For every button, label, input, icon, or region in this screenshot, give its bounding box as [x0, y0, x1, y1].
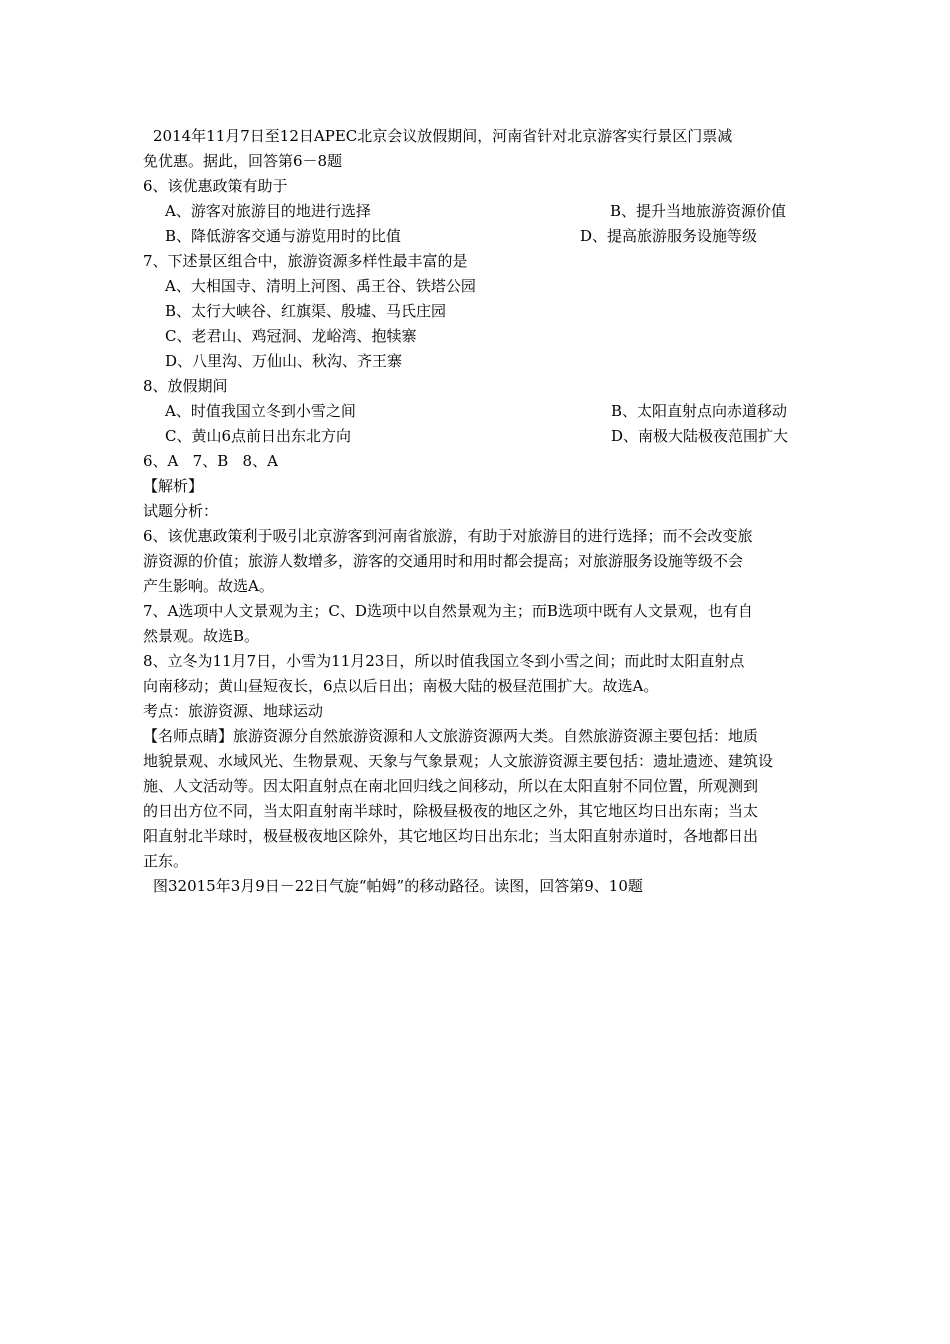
- explanation-8-line-2: 向南移动；黄山昼短夜长，6点以后日出；南极大陆的极昼范围扩大。故选A。: [143, 677, 659, 695]
- question-8-row-1: [143, 399, 809, 424]
- question-8-option-d: D、南极大陆极夜范围扩大: [611, 427, 789, 445]
- question-7-option-b: B、太行大峡谷、红旗渠、殷墟、马氏庄园: [165, 302, 447, 320]
- explanation-6-line-1: 6、该优惠政策利于吸引北京游客到河南省旅游，有助于对旅游目的进行选择；而不会改变旅: [143, 527, 753, 545]
- question-7-stem: 7、下述景区组合中，旅游资源多样性最丰富的是: [143, 252, 468, 270]
- explanation-6-line-3: 产生影响。故选A。: [143, 577, 274, 595]
- mingshi-line-5: 阳直射北半球时，极昼极夜地区除外，其它地区均日出东北；当太阳直射赤道时，各地都日出: [143, 827, 759, 845]
- question-6-option-b: B、提升当地旅游资源价值: [610, 202, 787, 220]
- answer-key: 6、A 7、B 8、A: [143, 452, 278, 470]
- question-6-option-a: A、游客对旅游目的地进行选择: [165, 202, 371, 220]
- document-body: [143, 124, 809, 899]
- question-6-row-1: [143, 199, 809, 224]
- question-6-option-c: B、降低游客交通与游览用时的比值: [165, 227, 402, 245]
- intro-line-1: 2014年11月7日至12日APEC北京会议放假期间，河南省针对北京游客实行景区门票减: [153, 127, 733, 145]
- question-7-option-a: A、大相国寺、清明上河图、禹王谷、铁塔公园: [165, 277, 476, 295]
- mingshi-line-2: 地貌景观、水域风光、生物景观、天象与气象景观；人文旅游资源主要包括：遗址遗迹、建筑设: [143, 752, 774, 770]
- question-8-option-c: C、黄山6点前日出东北方向: [165, 427, 352, 445]
- analysis-header: 【解析】: [143, 477, 204, 495]
- question-7-option-c: C、老君山、鸡冠洞、龙峪湾、抱犊寨: [165, 327, 417, 345]
- mingshi-line-4: 的日出方位不同，当太阳直射南半球时，除极昼极夜的地区之外，其它地区均日出东南；当太: [143, 802, 759, 820]
- mingshi-line-1: 【名师点睛】旅游资源分自然旅游资源和人文旅游资源两大类。自然旅游资源主要包括：地质: [143, 727, 759, 745]
- intro-line-2: 免优惠。据此，回答第6－8题: [143, 152, 343, 170]
- question-6-row-2: [143, 224, 809, 249]
- mingshi-line-3: 施、人文活动等。因太阳直射点在南北回归线之间移动，所以在太阳直射不同位置，所观测到: [143, 777, 759, 795]
- explanation-7-line-2: 然景观。故选B。: [143, 627, 260, 645]
- question-6-stem: 6、该优惠政策有助于: [143, 177, 288, 195]
- question-8-row-2: [143, 424, 809, 449]
- kaodian-line: 考点：旅游资源、地球运动: [143, 702, 324, 720]
- analysis-title: 试题分析：: [143, 502, 219, 520]
- question-6-option-d: D、提高旅游服务设施等级: [580, 227, 758, 245]
- explanation-7-line-1: 7、A选项中人文景观为主；C、D选项中以自然景观为主；而B选项中既有人文景观，也有自: [143, 602, 753, 620]
- explanation-8-line-1: 8、立冬为11月7日，小雪为11月23日，所以时值我国立冬到小雪之间；而此时太阳直射点: [143, 652, 745, 670]
- question-8-stem: 8、放假期间: [143, 377, 228, 395]
- question-8-option-b: B、太阳直射点向赤道移动: [611, 402, 788, 420]
- explanation-6-line-2: 游资源的价值；旅游人数增多，游客的交通用时和用时都会提高；对旅游服务设施等级不会: [143, 552, 744, 570]
- next-question-intro: 图32015年3月9日－22日气旋“帕姆”的移动路径。读图，回答第9、10题: [153, 877, 643, 895]
- mingshi-line-6: 正东。: [143, 852, 189, 870]
- question-7-option-d: D、八里沟、万仙山、秋沟、齐王寨: [165, 352, 403, 370]
- question-8-option-a: A、时值我国立冬到小雪之间: [165, 402, 356, 420]
